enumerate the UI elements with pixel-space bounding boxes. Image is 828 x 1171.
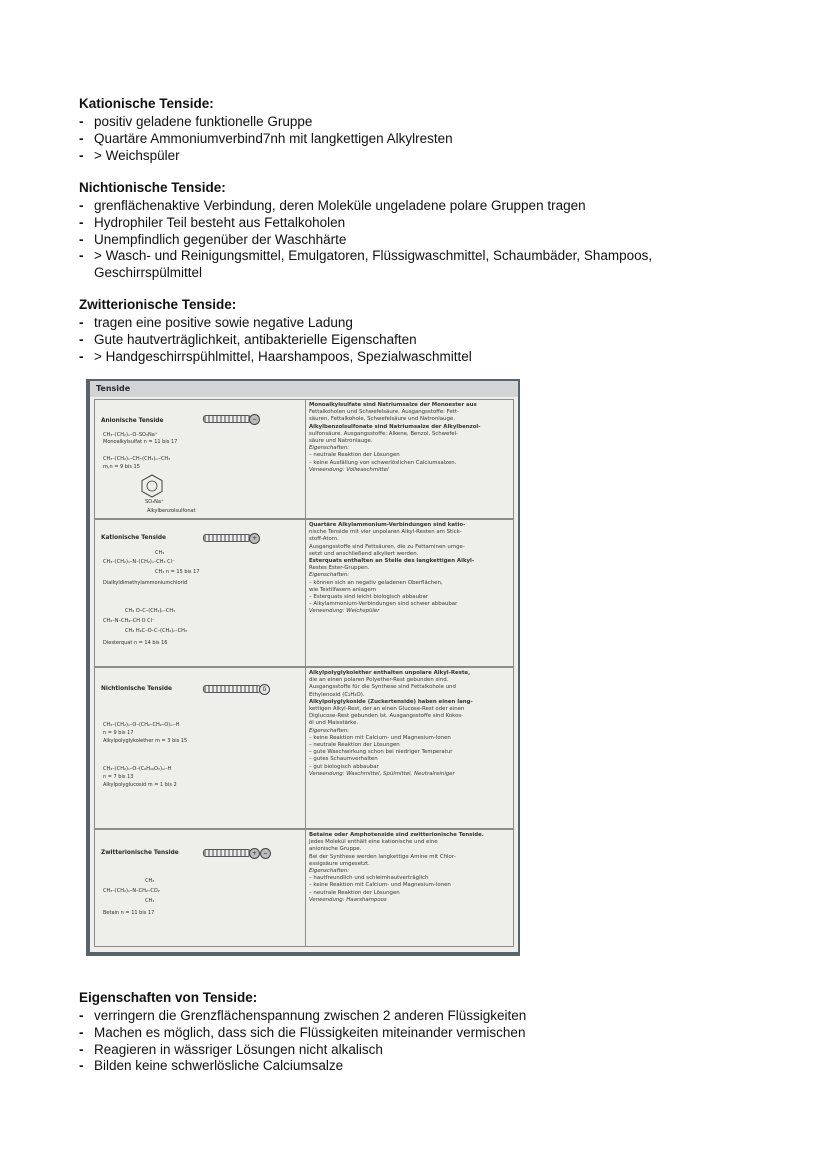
formula-line: CH₃–(CH₂)ₙ–N–CH₂–CO₂ xyxy=(103,888,160,894)
bullet-list xyxy=(79,1008,779,1075)
formula-line: CH₃ O–C–(CH₂)ₙ–CH₃ xyxy=(125,608,176,614)
text-line: Alkylpolyglykoside (Zuckertenside) haben einen lang- xyxy=(309,698,473,705)
formula-line: CH₃–(CH₂)ₙ–O–(CH₂–CH₂–O)ₘ–H xyxy=(103,722,180,728)
textbook-photo xyxy=(86,379,520,956)
formula-line: Dialkyldimethylammoniumchlorid xyxy=(103,580,188,586)
bullet-list xyxy=(79,315,779,365)
text-line: Monoalkylsulfate sind Natriumsalze der Monoester aus xyxy=(309,402,477,408)
formula-line: CH₃–(CH₂)ₙ–O–SO₃Na⁺ xyxy=(103,432,158,438)
table-row xyxy=(94,519,514,667)
description-cell xyxy=(305,520,511,666)
table-header: Tenside xyxy=(90,381,518,397)
list-item: - Reagieren in wässriger Lösungen nicht alkalisch xyxy=(79,1042,779,1059)
row-label: Anionische Tenside xyxy=(101,418,164,424)
text-line: Fettalkoholen und Schwefelsäure. Ausgangsstoffe: Fett- xyxy=(309,409,459,416)
text-line: Diglucose-Rest gebunden ist. Ausgangsstoffe sind Kokos- xyxy=(309,713,464,720)
row-label: Nichtionische Tenside xyxy=(101,686,172,692)
text-line: Quartäre Alkylammonium-Verbindungen sind katio- xyxy=(309,522,466,528)
list-item: - verringern die Grenzflächenspannung zwischen 2 anderen Flüssigkeiten xyxy=(79,1008,779,1025)
list-item: - > Wasch- und Reinigungsmittel, Emulgatoren, Flüssigwaschmittel, Schaumbäder, Shampoos, Geschirrspülmittel xyxy=(79,248,694,282)
list-item: - tragen eine positive sowie negative Ladung xyxy=(79,315,779,332)
text-line: sulfonsäure. Ausgangsstoffe: Alkene, Benzol, Schwefel- xyxy=(309,430,459,437)
section-title: Nichtionische Tenside: xyxy=(79,180,226,195)
list-item: - > Weichspüler xyxy=(79,148,779,165)
text-line: wie Textilfasern anlagern xyxy=(309,586,377,593)
section-zwitterionische xyxy=(79,296,779,365)
formula-line: CH₃–N–CH₂–CH O Cl⁻ xyxy=(103,618,155,624)
table-row xyxy=(94,399,514,519)
formula-line: n = 9 bis 17 xyxy=(103,730,134,736)
formula-cell: Kationische Tenside + CH₃ CH₃–(CH₂)ₙ–N–(CH₂)ₙ–CH₃ Cl⁻ CH₃ n = 15 bis 17 Dialkyldimethylammoniumchlorid CH₃ O–C–(CH₂)ₙ–CH₃ CH₃–N–CH₂–CH O Cl⁻ CH₃ H₂C–O–C–(CH₂)ₙ–CH₃ Diesterquat n = 14 bis 16 xyxy=(95,520,303,666)
formula-line: CH₃ xyxy=(145,878,155,884)
text-line: essigsäure umgesetzt. xyxy=(309,860,370,867)
text-line: – keine Reaktion mit Calcium- und Magnesium-Ionen xyxy=(309,882,451,889)
bullet-list xyxy=(79,198,779,282)
formula-line: Monoalkylsulfat n = 11 bis 17 xyxy=(103,439,178,445)
text-line: Esterquats enthalten an Stelle des langkettigen Alkyl- xyxy=(309,558,475,565)
text-line: Ausgangsstoffe für die Synthese sind Fettalkohole und xyxy=(309,684,456,691)
section-title: Eigenschaften von Tenside: xyxy=(79,990,258,1005)
text-line: Verwendung: Vollwaschmittel xyxy=(309,466,389,473)
text-line: setzt und anschließend alkyliert werden. xyxy=(309,550,419,557)
row-label: Kationische Tenside xyxy=(101,535,166,541)
list-item: - Machen es möglich, dass sich die Flüssigkeiten miteinander vermischen xyxy=(79,1025,779,1042)
text-line: Ausgangsstoffe sind Fettsäuren, die zu Fettaminen umge- xyxy=(309,543,465,550)
text-line: Jedes Molekül enthält eine kationische und eine xyxy=(309,839,438,846)
formula-line: Alkylpolyglykolether m = 3 bis 15 xyxy=(103,738,188,744)
formula-line: Betain n = 11 bis 17 xyxy=(103,910,155,916)
list-item: - grenflächenaktive Verbindung, deren Moleküle ungeladene polare Gruppen tragen xyxy=(79,198,779,215)
text-line: Alkylbenzolsulfonate sind Natriumsalze der Alkylbenzol- xyxy=(309,423,481,430)
text-line: Verwendung: Haarshampoos xyxy=(309,896,387,903)
text-line: – gutes Schaumverhalten xyxy=(309,756,378,763)
bullet-list xyxy=(79,114,779,164)
text-line: – neutrale Reaktion der Lösungen xyxy=(309,889,400,896)
formula-line: CH₃ H₂C–O–C–(CH₂)ₙ–CH₃ xyxy=(125,628,187,634)
text-line: Eigenschaften: xyxy=(309,727,350,734)
text-line: – keine Reaktion mit Calcium- und Magnesium-Ionen xyxy=(309,734,451,741)
text-line: – Alkylammonium-Verbindungen sind schwer abbaubar xyxy=(309,601,458,608)
formula-line: CH₃–(CH₂)ₙ–O–(C₆H₁₀O₅)ₘ–H xyxy=(103,766,172,772)
list-item: - positiv geladene funktionelle Gruppe xyxy=(79,114,779,131)
list-item: - Unempfindlich gegenüber der Waschhärte xyxy=(79,232,779,249)
list-item: - Bilden keine schwerlösliche Calciumsalze xyxy=(79,1058,779,1075)
list-item: - > Handgeschirrspühlmittel, Haarshampoos, Spezialwaschmittel xyxy=(79,349,779,366)
formula-line: CH₃ xyxy=(155,550,165,556)
text-line: säuren, Fettalkohole, Schwefelsäure und Natronlauge. xyxy=(309,416,455,423)
formula-line: Alkylpolyglucosid m = 1 bis 2 xyxy=(103,782,177,788)
table-row xyxy=(94,667,514,829)
text-line: stoff-Atom. xyxy=(309,536,339,543)
description-cell xyxy=(305,830,511,946)
section-nichtionische xyxy=(79,179,779,282)
formula-line: CH₃ xyxy=(145,898,155,904)
formula-line: Alkylbenzolsulfonat xyxy=(147,508,196,514)
text-line: Eigenschaften: xyxy=(309,868,350,875)
description-cell xyxy=(305,400,511,518)
text-line: Betaine oder Amphotenside sind zwitterionische Tenside. xyxy=(309,832,484,838)
text-line: Verwendung: Weichspüler xyxy=(309,608,380,615)
text-line: – Esterquats sind leicht biologisch abbaubar xyxy=(309,594,428,601)
formula-line: Diesterquat n = 14 bis 16 xyxy=(103,640,168,646)
text-line: Ethylenoxid (C₂H₄O). xyxy=(309,691,365,698)
text-line: – gute Waschwirkung schon bei niedriger Temperatur xyxy=(309,749,453,756)
text-line: – können sich an negativ geladenen Oberflächen, xyxy=(309,579,443,586)
list-item: - Quartäre Ammoniumverbind7nh mit langkettigen Alkylresten xyxy=(79,131,779,148)
text-line: öl und Maisstärke. xyxy=(309,720,359,727)
text-line: – hautfreundlich und schleimhautverträglich xyxy=(309,875,429,882)
text-line: säure und Natronlauge. xyxy=(309,438,373,445)
table-row xyxy=(94,829,514,947)
text-line: Alkylpolyglykolether enthalten unpolare Alkyl-Reste, xyxy=(309,670,471,676)
description-cell xyxy=(305,668,511,828)
text-line: Restes Ester-Gruppen. xyxy=(309,565,370,572)
text-line: anionische Gruppe. xyxy=(309,846,362,853)
formula-cell: Anionische Tenside − CH₃–(CH₂)ₙ–O–SO₃Na⁺ Monoalkylsulfat n = 11 bis 17 CH₃–(CH₂)ₙ–CH–(CH₂)ₘ–CH₃ m,n = 9 bis 15 SO₃Na⁺ Alkylbenzolsulfonat xyxy=(95,400,303,518)
text-line: die an einen polaren Polyether-Rest gebunden sind. xyxy=(309,677,449,684)
formula-line: SO₃Na⁺ xyxy=(145,499,164,505)
row-label: Zwitterionische Tenside xyxy=(101,850,179,856)
formula-line: n = 7 bis 13 xyxy=(103,774,134,780)
text-line: Eigenschaften: xyxy=(309,445,350,452)
formula-line: CH₃ n = 15 bis 17 xyxy=(155,569,200,575)
textbook-page xyxy=(90,381,518,952)
formula-line: m,n = 9 bis 15 xyxy=(103,464,140,470)
formula-line: CH₃–(CH₂)ₙ–CH–(CH₂)ₘ–CH₃ xyxy=(103,456,171,462)
text-line: nische Tenside mit vier unpolaren Alkyl-Resten am Stick- xyxy=(309,529,462,536)
list-item: - Hydrophiler Teil besteht aus Fettalkoholen xyxy=(79,215,779,232)
text-line: – gut biologisch abbaubar xyxy=(309,763,379,770)
text-line: Eigenschaften: xyxy=(309,572,350,579)
section-eigenschaften xyxy=(79,989,779,1075)
text-line: – keine Ausfällung von schwerlöslichen Calciumsalzen. xyxy=(309,459,457,466)
section-kationische xyxy=(79,95,779,164)
section-title: Zwitterionische Tenside: xyxy=(79,297,237,312)
text-line: Verwendung: Waschmittel, Spülmittel, Neutralreiniger xyxy=(309,770,455,777)
formula-cell: Nichtionische Tenside δ CH₃–(CH₂)ₙ–O–(CH₂–CH₂–O)ₘ–H n = 9 bis 17 Alkylpolyglykolether m = 3 bis 15 CH₃–(CH₂)ₙ–O–(C₆H₁₀O₅)ₘ–H n = 7 bis 13 Alkylpolyglucosid m = 1 bis 2 xyxy=(95,668,303,828)
formula-line: CH₃–(CH₂)ₙ–N–(CH₂)ₙ–CH₃ Cl⁻ xyxy=(103,559,175,565)
text-line: – neutrale Reaktion der Lösungen xyxy=(309,452,400,459)
text-line: Bei der Synthese werden langkettige Amine mit Chlor- xyxy=(309,853,456,860)
text-line: kettigen Alkyl-Rest, der an einen Glucose-Rest oder einen xyxy=(309,706,465,713)
benzene-ring-icon xyxy=(141,474,163,498)
text-line: – neutrale Reaktion der Lösungen xyxy=(309,742,400,749)
list-item: - Gute hautverträglichkeit, antibakterielle Eigenschaften xyxy=(79,332,779,349)
formula-cell: Zwitterionische Tenside + − CH₃ CH₃–(CH₂)ₙ–N–CH₂–CO₂ CH₃ Betain n = 11 bis 17 xyxy=(95,830,303,946)
section-title: Kationische Tenside: xyxy=(79,96,214,111)
